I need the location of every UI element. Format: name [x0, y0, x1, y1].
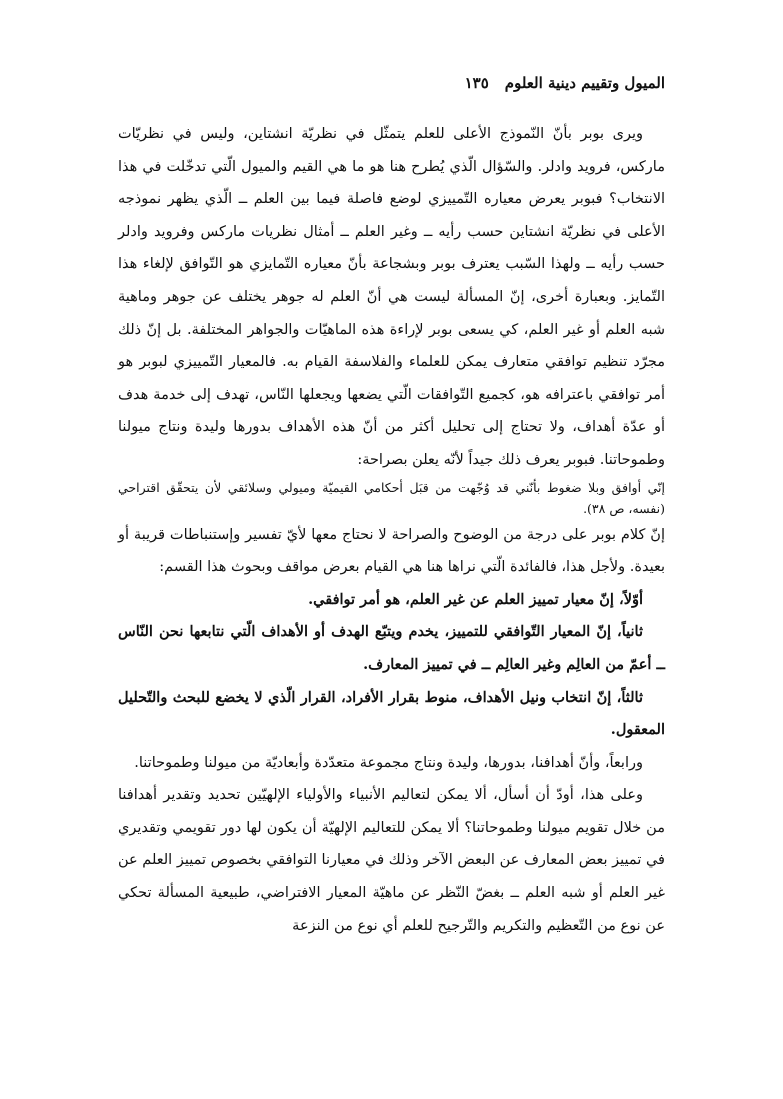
point-second: ثانياً، إنّ المعيار التّوافقي للتمييز، يخدم ويتبّع الهدف أو الأهداف الّتي نتابعها نحن النّاس ــ أعمّ من العالِم وغير العالِم ــ في تمييز المعارف. — [118, 623, 665, 673]
paragraph-1: ويرى بوبر بأنّ النّموذج الأعلى للعلم يتمثّل في نظريّة انشتاين، وليس في نظريّات ماركس، فرويد وادلر. والسّؤال الّذي يُطرح هنا هو ما هي القيم والميول الّتي تدخّلت في هذا الانتخاب؟ فبوبر يعرض معياره التّمييزي لوضع فاصلة فيما بين العلم ــ الّذي يظهر نموذجه الأعلى في نظريّة انشتاين حسب رأيه ــ وغير العلم ــ أمثال نظريات ماركس وفرويد وادلر حسب رأيه ــ ولهذا السّبب يعترف بوبر وبشجاعة بأنّ معياره التّمايزي هو التّوافق لإلغاء هذا التّمايز. وبعبارة أخرى، إنّ المسألة ليست هي أنّ العلم له جوهر يختلف عن جوهر وماهية شبه العلم أو غير العلم، كي يسعى بوبر لإراءة هذه الماهيّات والجواهر المختلفة. بل إنّ ذلك مجرّد تنظيم توافقي متعارف يمكن للعلماء والفلاسفة القيام به. فالمعيار التّمييزي لبوبر هو أمر توافقي باعترافه هو، كجميع التّوافقات الّتي يضعها ويجعلها النّاس، تهدف إلى خدمة هدف أو عدّة أهداف، ولا تحتاج إلى تحليل أكثر من أنّ هذه الأهداف بدورها وليدة ونتاج ميولنا وطموحاتنا. فبوبر يعرف ذلك جيداً لأنّه يعلن بصراحة: — [118, 126, 665, 468]
running-header — [130, 74, 665, 92]
running-title: الميول وتقييم دينية العلوم — [504, 74, 665, 92]
page-number: ١٣٥ — [464, 74, 489, 92]
page-body — [118, 118, 665, 942]
point-first: أوّلاً، إنّ معيار تمييز العلم عن غير العلم، هو أمر توافقي. — [308, 590, 643, 608]
point-third: ثالثاً، إنّ انتخاب ونيل الأهداف، منوط بقرار الأفراد، القرار الّذي لا يخضع للبحث والتّحليل المعقول. — [118, 688, 665, 739]
paragraph-2: إنّ كلام بوبر على درجة من الوضوح والصراحة لا نحتاج معها لأيّ تفسير وإستنباطات قريبة أو بعيدة. ولأجل هذا، فالفائدة الّتي نراها هنا هي القيام بعرض مواقف وبحوث هذا القسم: — [118, 526, 665, 576]
point-fourth: ورابعاً، وأنّ أهدافنا، بدورها، وليدة ونتاج مجموعة متعدّدة وأبعاديّة من ميولنا وطموحاتنا. — [134, 754, 643, 771]
block-quote: إنّي أوافق وبلا ضغوط بأنّني قد وُجّهت من قبَل أحكامي القيميّة وميولي وسلائقي لأن يتحقّق اقتراحي (نفسه، ص ٣٨). — [118, 479, 665, 516]
paragraph-3: وعلى هذا، أودّ أن أسأل، ألا يمكن لتعاليم الأنبياء والأولياء الإلهيّين تحديد وتقدير أهدافنا من خلال تقويم ميولنا وطموحاتنا؟ ألا يمكن للتعاليم الإلهيّة أن يكون لها دور تقويمي وتقديري في تمييز بعض المعارف عن البعض الآخر وذلك في معيارنا التوافقي بخصوص تمييز العلم عن غير العلم أو شبه العلم ــ بغضّ النّظر عن ماهيّة المعيار الافتراضي، طبيعية المسألة تحكي عن نوع من التّعظيم والتكريم والتّرجيح للعلم أي نوع من النزعة — [118, 787, 665, 934]
